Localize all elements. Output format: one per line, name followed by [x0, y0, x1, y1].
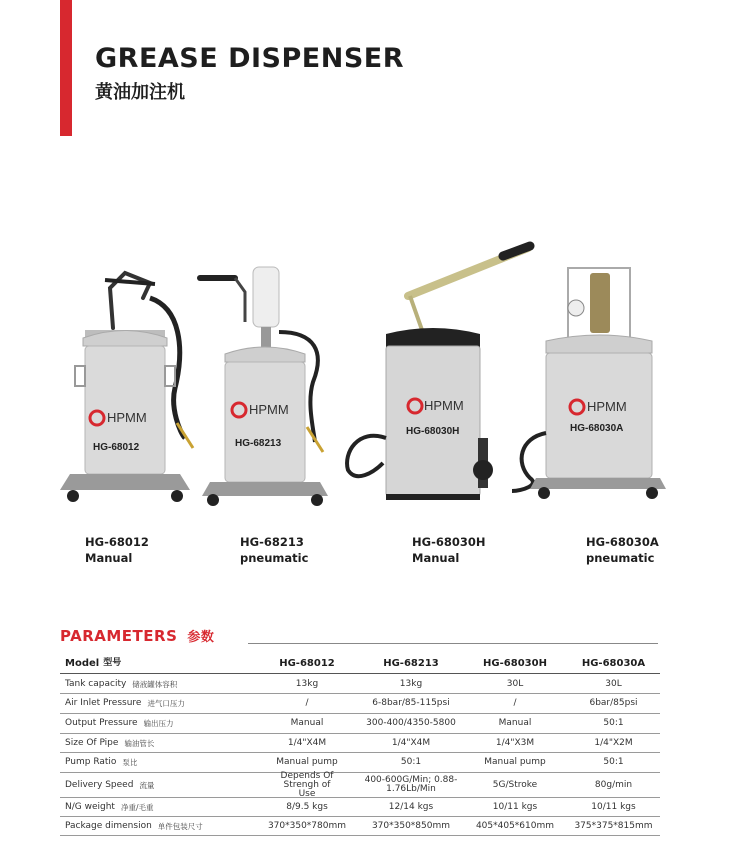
header-col: HG-68213 — [383, 657, 439, 669]
product-model: HG-68030H — [412, 535, 486, 549]
table-cell: 370*350*780mm — [267, 820, 347, 831]
row-label: Package dimension 单件包装尺寸 — [65, 820, 203, 831]
product-image-hg-68030h — [338, 238, 538, 503]
table-cell: 375*375*815mm — [574, 820, 653, 831]
table-cell: / — [513, 698, 517, 708]
svg-text:HPMM: HPMM — [587, 399, 627, 414]
row-label: Air Inlet Pressure 进气口压力 — [65, 698, 185, 708]
svg-text:HG-68012: HG-68012 — [93, 442, 140, 453]
page-title: GREASE DISPENSER — [95, 43, 404, 74]
svg-text:HPMM: HPMM — [107, 410, 147, 425]
product-caption-hg-68030h — [412, 534, 485, 566]
table-row — [60, 714, 660, 734]
table-cell: 10/11 kgs — [591, 801, 636, 812]
table-cell: 1/4"X4M — [391, 737, 431, 748]
table-cell: 10/11 kgs — [492, 801, 538, 812]
table-cell: 1/4"X2M — [594, 737, 633, 748]
table-cell: 5G/Stroke — [492, 779, 538, 790]
svg-text:HPMM: HPMM — [424, 398, 464, 413]
table-cell: 80g/min — [594, 779, 633, 790]
table-cell: 13kg — [295, 678, 319, 689]
product-image-hg-68012 — [55, 268, 205, 508]
table-cell: 50:1 — [400, 757, 422, 767]
table-cell: Manual — [498, 718, 532, 728]
product-caption-hg-68030a — [586, 534, 659, 566]
table-cell: 1/4"X3M — [495, 737, 535, 748]
product-type: pneumatic — [586, 551, 655, 565]
table-cell: 300-400/4350-5800 — [366, 718, 456, 728]
table-cell: 13kg — [399, 678, 423, 689]
table-row — [60, 817, 660, 836]
header-col: HG-68030H — [483, 657, 547, 669]
table-cell: 50:1 — [603, 757, 624, 767]
table-cell: Manual pump — [276, 757, 338, 767]
svg-text:HG-68030H: HG-68030H — [406, 426, 460, 437]
product-image-hg-68030a — [510, 263, 670, 503]
row-label: Size Of Pipe 输油管长 — [65, 737, 155, 748]
table-row — [60, 694, 660, 714]
table-cell: 370*350*850mm — [371, 820, 451, 831]
table-cell: 30L — [506, 678, 524, 689]
table-cell: Depends Of Strengh of Use — [280, 770, 334, 799]
accent-bar — [60, 0, 72, 136]
table-row — [60, 753, 660, 773]
row-label: N/G weight 净重/毛重 — [65, 801, 154, 812]
table-cell: 6bar/85psi — [589, 698, 638, 708]
product-image-hg-68213 — [195, 262, 335, 507]
table-row — [60, 675, 660, 694]
row-label: Output Pressure 输出压力 — [65, 718, 174, 728]
table-cell: Manual pump — [484, 757, 546, 767]
product-caption-hg-68012 — [85, 534, 149, 566]
header-label: Model 型号 — [65, 657, 122, 669]
table-row — [60, 734, 660, 753]
parameters-title: PARAMETERS 参数 — [60, 627, 215, 645]
row-label: Tank capacity 储液罐体容积 — [65, 678, 178, 689]
header-col: HG-68012 — [279, 657, 335, 669]
table-cell: Manual — [290, 718, 324, 728]
row-label: Pump Ratio 泵比 — [65, 757, 138, 767]
parameters-divider — [248, 643, 658, 644]
table-row — [60, 798, 660, 817]
table-cell: 405*405*610mm — [475, 820, 555, 831]
page-title-chinese: 黄油加注机 — [95, 82, 185, 103]
table-cell: 30L — [605, 678, 622, 689]
table-cell: 400-600G/Min; 0.88-1.76Lb/Min — [364, 775, 458, 794]
table-cell: 12/14 kgs — [388, 801, 434, 812]
table-header-row — [60, 653, 660, 674]
product-model: HG-68030A — [586, 535, 659, 549]
product-type: Manual — [85, 551, 133, 565]
table-cell: 8/9.5 kgs — [286, 801, 328, 812]
svg-text:HG-68030A: HG-68030A — [570, 423, 624, 434]
table-cell: 50:1 — [603, 718, 624, 728]
svg-text:HG-68213: HG-68213 — [235, 438, 282, 449]
product-model: HG-68213 — [240, 535, 304, 549]
table-cell: 1/4"X4M — [287, 737, 327, 748]
table-cell: 6-8bar/85-115psi — [372, 698, 450, 708]
svg-text:HPMM: HPMM — [249, 402, 289, 417]
product-caption-hg-68213 — [240, 534, 308, 566]
header-col: HG-68030A — [581, 657, 646, 669]
product-type: Manual — [412, 551, 460, 565]
row-label: Delivery Speed 流量 — [65, 779, 155, 790]
table-row — [60, 770, 660, 799]
product-model: HG-68012 — [85, 535, 149, 549]
table-cell: / — [305, 698, 309, 708]
product-type: pneumatic — [240, 551, 309, 565]
